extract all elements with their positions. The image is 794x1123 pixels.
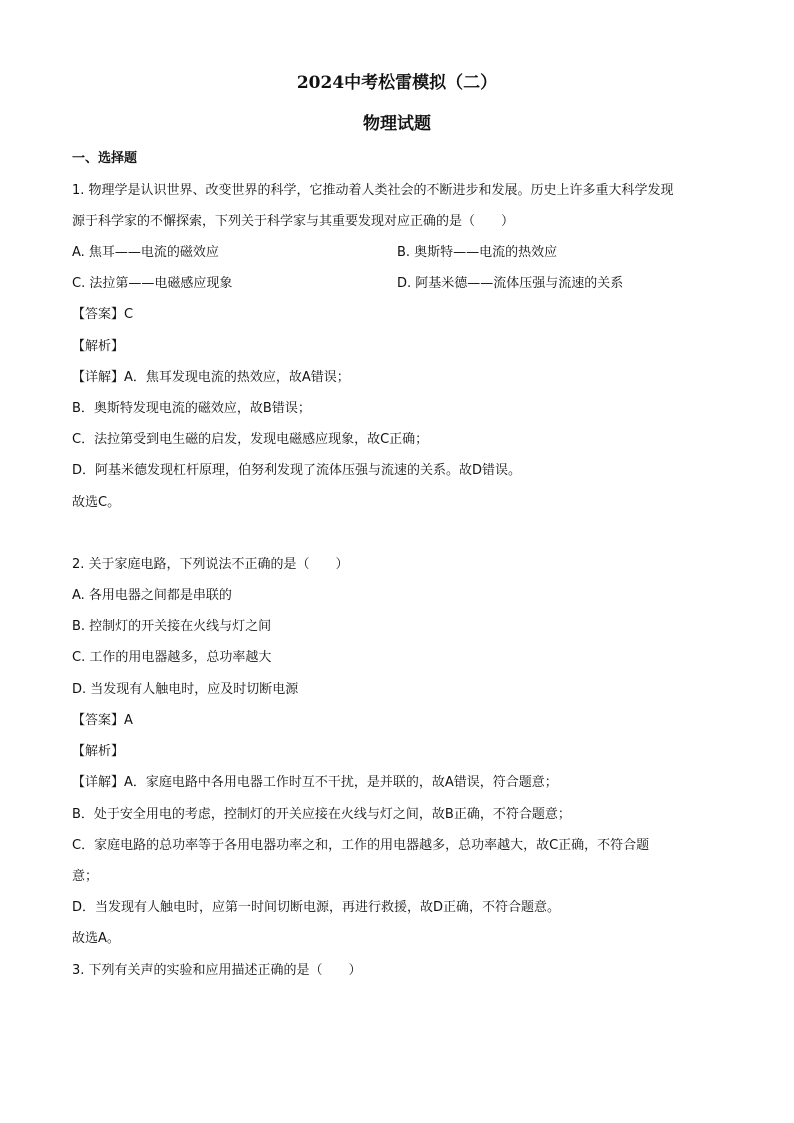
section-heading-choice: 一、选择题 [72, 151, 138, 166]
q2-detail-d: D．当发现有人触电时，应第一时间切断电源，再进行救援，故D正确，不符合题意。 [72, 900, 561, 915]
exam-subtitle: 物理试题 [363, 114, 431, 134]
q2-stem: 2. 关于家庭电路，下列说法不正确的是（ ） [72, 557, 349, 572]
q1-detail-a: 【详解】A．焦耳发现电流的热效应，故A错误； [72, 370, 350, 385]
q2-option-c: C. 工作的用电器越多，总功率越大 [72, 650, 272, 665]
q2-detail-c-line1: C．家庭电路的总功率等于各用电器功率之和，工作的用电器越多，总功率越大，故C正确，不符合题 [72, 838, 650, 853]
q2-conclusion: 故选A。 [72, 931, 120, 946]
q1-analysis-label: 【解析】 [72, 339, 125, 354]
q2-option-d: D. 当发现有人触电时，应及时切断电源 [72, 682, 299, 697]
q1-option-c: C. 法拉第——电磁感应现象 [72, 276, 233, 291]
q2-option-a: A. 各用电器之间都是串联的 [72, 588, 232, 603]
q1-answer: 【答案】C [72, 307, 134, 322]
q1-stem-line2: 源于科学家的不懈探索，下列关于科学家与其重要发现对应正确的是（ ） [72, 214, 515, 229]
q2-detail-b: B．处于安全用电的考虑，控制灯的开关应接在火线与灯之间，故B正确，不符合题意； [72, 807, 571, 822]
q1-option-b: B. 奥斯特——电流的热效应 [397, 245, 558, 260]
q2-answer: 【答案】A [72, 713, 133, 728]
q1-option-a: A. 焦耳——电流的磁效应 [72, 245, 219, 260]
q1-option-d: D. 阿基米德——流体压强与流速的关系 [397, 276, 624, 291]
q1-detail-b: B．奥斯特发现电流的磁效应，故B错误； [72, 401, 311, 416]
q2-analysis-label: 【解析】 [72, 744, 125, 759]
q2-detail-c-line2: 意； [72, 869, 99, 884]
q3-stem: 3. 下列有关声的实验和应用描述正确的是（ ） [72, 963, 362, 978]
q2-option-b: B. 控制灯的开关接在火线与灯之间 [72, 619, 272, 634]
q1-detail-d: D．阿基米德发现杠杆原理，伯努利发现了流体压强与流速的关系。故D错误。 [72, 463, 522, 478]
exam-title: 2024中考松雷模拟（二） [296, 73, 498, 93]
q1-conclusion: 故选C。 [72, 495, 121, 510]
q1-stem-line1: 1. 物理学是认识世界、改变世界的科学，它推动着人类社会的不断进步和发展。历史上许多重大科学发现 [72, 183, 674, 198]
q1-detail-c: C．法拉第受到电生磁的启发，发现电磁感应现象，故C正确； [72, 432, 429, 447]
q2-detail-a: 【详解】A．家庭电路中各用电器工作时互不干扰，是并联的，故A错误，符合题意； [72, 775, 558, 790]
